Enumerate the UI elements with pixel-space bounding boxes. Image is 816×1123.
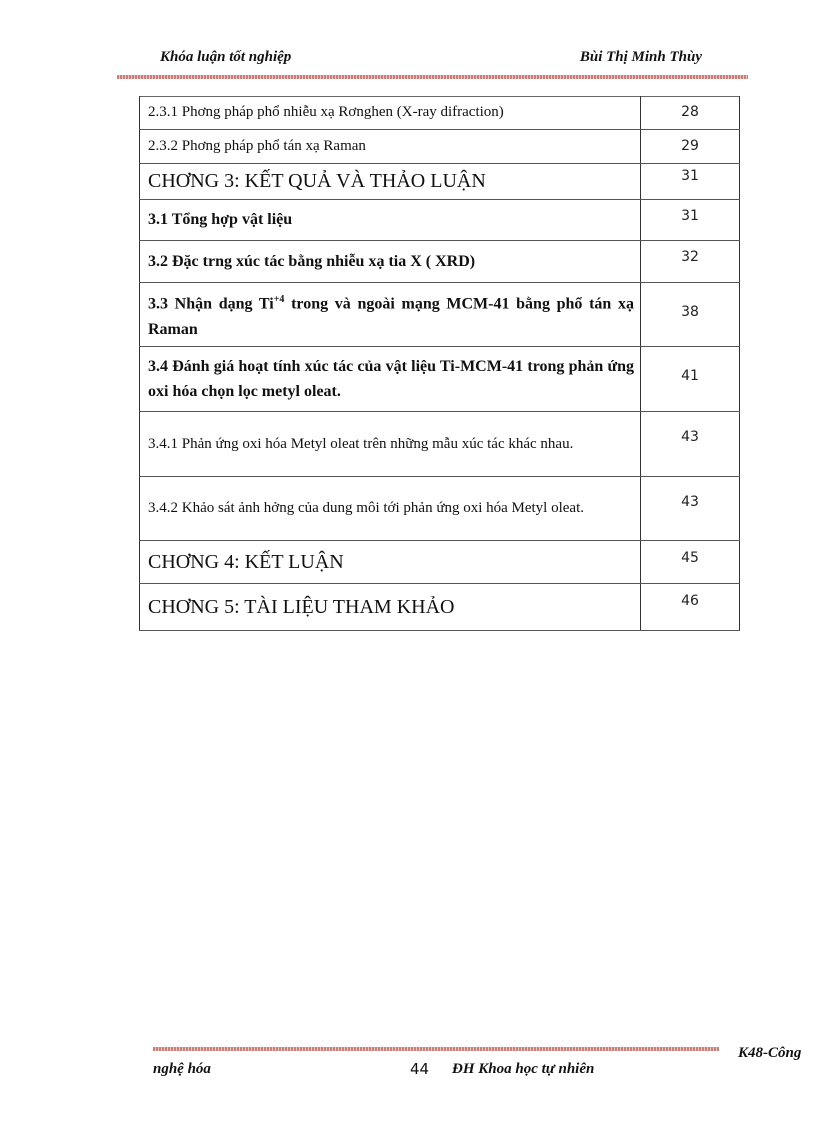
toc-page: 31: [641, 164, 740, 199]
toc-page: 32: [641, 241, 740, 282]
toc-row[interactable]: [139, 241, 740, 283]
toc-title: 3.4 Đánh giá hoạt tính xúc tác của vật liệu Ti-MCM-41 trong phản ứng oxi hóa chọn lọc metyl oleat.: [139, 347, 641, 411]
toc-page: 29: [641, 130, 740, 163]
toc-row[interactable]: [139, 283, 740, 347]
toc-row[interactable]: [139, 477, 740, 541]
toc-row-chapter[interactable]: [139, 164, 740, 200]
toc-page: 38: [641, 283, 740, 346]
toc-page: 45: [641, 541, 740, 583]
toc-row[interactable]: [139, 347, 740, 412]
page-number: 44: [410, 1060, 430, 1078]
toc-row[interactable]: [139, 412, 740, 477]
toc-page: 28: [641, 96, 740, 129]
toc-page: 46: [641, 584, 740, 630]
footer-right: K48-Công: [738, 1045, 802, 1061]
toc-title: 2.3.1 Phơng pháp phổ nhiễu xạ Rơnghen (X-ray difraction): [139, 96, 641, 129]
toc-row[interactable]: [139, 200, 740, 241]
toc-row-chapter[interactable]: [139, 584, 740, 631]
footer-left: nghệ hóa: [153, 1061, 211, 1077]
toc-table: [139, 96, 740, 631]
header-left: Khóa luận tốt nghiệp: [160, 49, 292, 65]
toc-page: 43: [641, 477, 740, 540]
toc-title-sup: +4: [273, 294, 285, 306]
toc-title: CHƠNG 3: KẾT QUẢ VÀ THẢO LUẬN: [139, 164, 641, 199]
toc-title-pre: 3.3 Nhận dạng Ti: [148, 295, 274, 313]
toc-title: CHƠNG 4: KẾT LUẬN: [139, 541, 641, 583]
toc-row[interactable]: [139, 130, 740, 164]
toc-page: 43: [641, 412, 740, 476]
toc-title: 3.4.1 Phản ứng oxi hóa Metyl oleat trên những mẫu xúc tác khác nhau.: [139, 412, 641, 476]
footer-middle: ĐH Khoa học tự nhiên: [452, 1061, 595, 1077]
toc-title-post: trong và ngoài mạng MCM-41 bằng phổ tán xạ Raman: [148, 295, 635, 338]
toc-title: 3.4.2 Khảo sát ảnh hởng của dung môi tới phản ứng oxi hóa Metyl oleat.: [139, 477, 641, 540]
toc-title: 3.2 Đặc trng xúc tác bằng nhiễu xạ tia X ( XRD): [139, 241, 641, 282]
header-rule: [117, 75, 748, 79]
toc-title: 2.3.2 Phơng pháp phổ tán xạ Raman: [139, 130, 641, 163]
header-right: Bùi Thị Minh Thùy: [579, 49, 702, 65]
toc-title: 3.1 Tổng hợp vật liệu: [139, 200, 641, 240]
toc-page: 41: [641, 347, 740, 411]
toc-row[interactable]: [139, 96, 740, 130]
toc-page: 31: [641, 200, 740, 240]
toc-title: CHƠNG 5: TÀI LIỆU THAM KHẢO: [139, 584, 641, 630]
toc-title: [139, 283, 641, 346]
footer-rule: [153, 1047, 719, 1051]
toc-row-chapter[interactable]: [139, 541, 740, 584]
